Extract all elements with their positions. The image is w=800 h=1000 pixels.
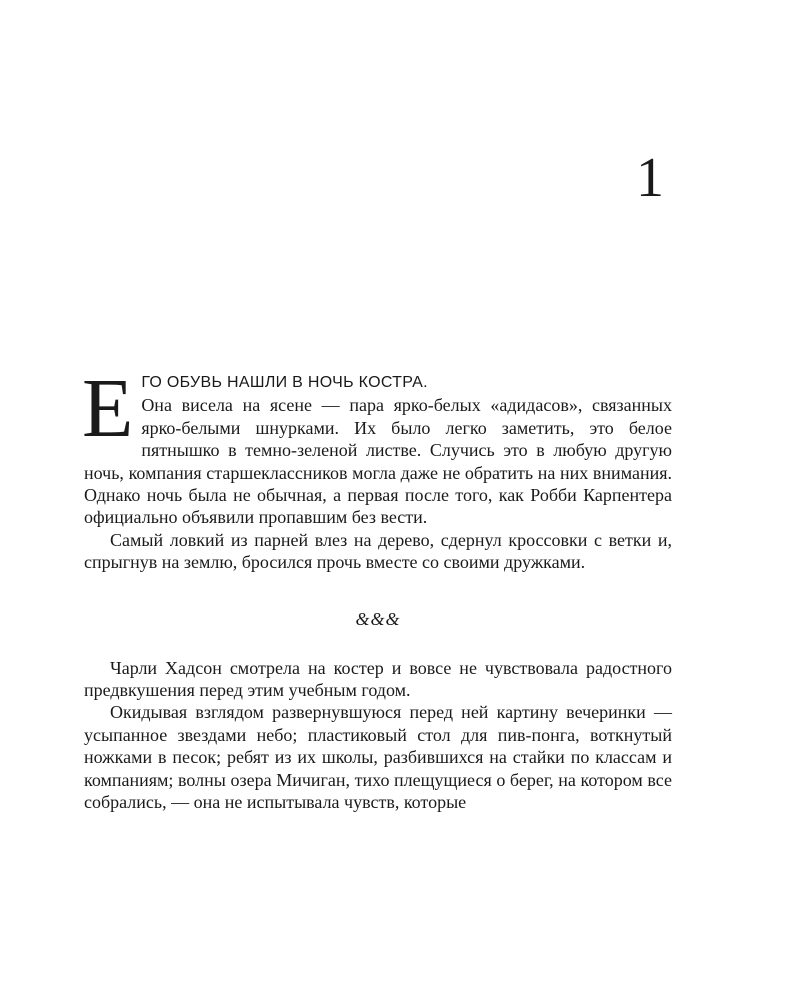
section-separator: &&& bbox=[355, 608, 401, 629]
section-two bbox=[84, 657, 672, 814]
opening-section bbox=[82, 362, 672, 574]
drop-cap: Е bbox=[82, 362, 134, 455]
chapter-text bbox=[82, 362, 672, 814]
paragraph: Чарли Хадсон смотрела на костер и вовсе не чувствовала радостного предвкушения перед этим учебным годом. bbox=[84, 657, 672, 701]
paragraph: Окидывая взглядом развернувшуюся перед ней картину вечеринки — усыпанное звездами небо; пластиковый стол для пив-понга, воткнутый ножками в песок; ребят из их школы, разбившихся на стайки по классам и компаниям; волны озера Мичиган, тихо плещущиеся о берег, на котором все собрались, — она не испытывала чувств, которые bbox=[84, 702, 672, 813]
paragraph: Она висела на ясене — пара ярко-белых «адидасов», связанных ярко-белыми шнурками. Их было легко заметить, это белое пятнышко в темно-зеленой листве. Случись это в любую другую ночь, компания старшеклассников могла даже не обратить на них внимания. Однако ночь была не обычная, а первая после того, как Робби Карпентера официально объявили пропавшим без вести. bbox=[84, 395, 672, 528]
paragraph: Самый ловкий из парней влез на дерево, сдернул кроссовки с ветки и, спрыгнув на землю, бросился прочь вместе со своими дружками. bbox=[84, 529, 672, 573]
lead-in-line: ГО ОБУВЬ НАШЛИ В НОЧЬ КОСТРА. bbox=[141, 374, 428, 391]
chapter-number: 1 bbox=[636, 147, 664, 209]
